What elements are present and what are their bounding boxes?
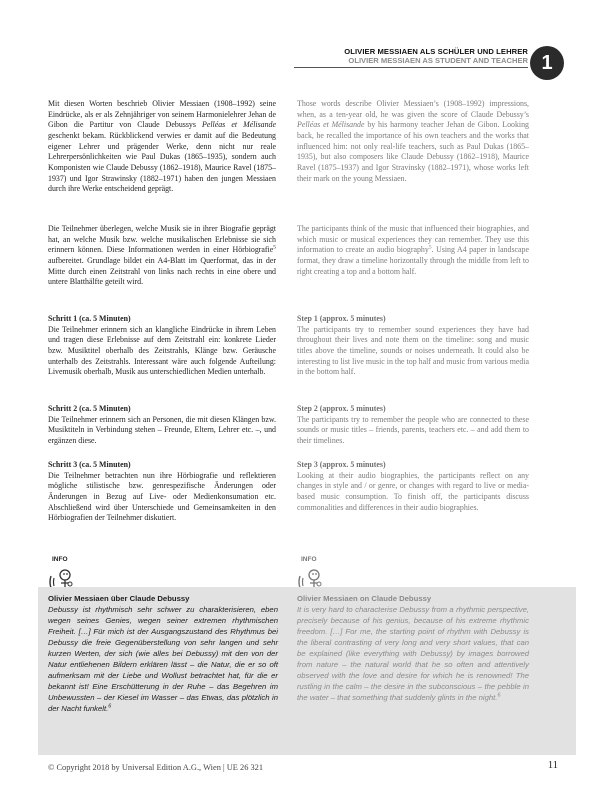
header-title-de: OLIVIER MESSIAEN ALS SCHÜLER UND LEHRER: [344, 47, 528, 56]
intro-paragraph-en: Those words describe Olivier Messiaen’s (1908–1992) impressions, when, as a ten-year old, he was given the score of Claude Debussy’s Pelléas et Mélisande by his harmony teacher Jehan de Gibon. Looking back, he recalled the importance of his own teachers and the works that influenced him: not only real-life teachers, such as Paul Dukas (1865–1935), but also composers like Claude Debussy (1862–1918), Maurice Ravel (1875–1937) and Igor Stravinsky (1882–1971), whose works left their mark on the young Messiaen.: [297, 99, 530, 183]
info-label-en: INFO: [301, 556, 317, 563]
quote-en: [297, 593, 529, 703]
step2-en: [297, 404, 529, 447]
step1-en: [297, 314, 529, 378]
chapter-number-badge: 1: [530, 46, 564, 80]
step1-text-en: The participants try to remember sound experiences they have had throughout their lives and note them on the timeline: song and music titles above the timeline, sounds or noises underneath. It could also be interesting to list live music in the top half and music from various media in the bottom half.: [297, 324, 529, 377]
quote-title-de: Olivier Messiaen über Claude Debussy: [48, 594, 190, 603]
footnote-marker: 5: [273, 244, 276, 251]
step3-en: [297, 460, 529, 513]
quote-de: [48, 593, 278, 714]
step3-text-en: Looking at their audio biographies, the participants reflect on any changes in style and / or genre, or changes with regard to live or media-based music consumption. To finish off, the participants discuss commonalities and differences in their audio biographies.: [297, 470, 529, 512]
header-title-en: OLIVIER MESSIAEN AS STUDENT AND TEACHER: [348, 56, 528, 65]
page-number: 11: [547, 760, 558, 771]
footnote-marker: 5: [428, 244, 432, 251]
step2-de: [48, 404, 276, 447]
quote-box: [38, 587, 576, 755]
step3-title-de: Schritt 3 (ca. 5 Minuten): [48, 460, 131, 469]
footnote-marker: 6: [108, 703, 112, 710]
step2-title-de: Schritt 2 (ca. 5 Minuten): [48, 404, 131, 413]
quote-body-en: It is very hard to characterise Debussy from a rhythmic perspective, precisely because of his genius, because of his extreme rhythmic freedom. […] For me, the starting point of rhythm with Debussy is the liberal contrasting of very long and very short values, that can be explained (like everything with Debussy) by images borrowed from nature – the natural world that he so often and attentively observed with the love and desire for which he is renowned! The rustling in the calm – the desire in the subconscious – the pebble in the water – that something that suddenly glints in the night.$^6$: [297, 605, 529, 702]
quote-title-en: Olivier Messiaen on Claude Debussy: [297, 594, 432, 603]
step1-title-en: Step 1 (approx. 5 minutes): [297, 314, 386, 323]
step2-text-de: Die Teilnehmer erinnern sich an Personen, die mit diesen Klängen bzw. Musiktiteln in Verbindung stehen – Freunde, Eltern, Lehrer etc. –, und ergänzen diese.: [48, 414, 276, 445]
step2-title-en: Step 2 (approx. 5 minutes): [297, 404, 386, 413]
intro-paragraph-de: Mit diesen Worten beschrieb Olivier Messiaen (1908–1992) seine Eindrücke, als er als Zehnjähriger von seinem Harmonielehrer Jehan de Gibon die Partitur von Claude Debussys Pelléas et Mélisande geschenkt bekam. Rückblickend verwies er damit auf die Bedeutung eigener Lehrer und prägender Werke, denn nicht nur reale Lehrerpersönlichkeiten wie Paul Dukas (1865–1935), sondern auch Komponisten wie Claude Debussy (1862–1918), Maurice Ravel (1875–1937) und Igor Strawinsky (1882–1971) haben den jungen Messiaen durch ihre Werke entscheidend geprägt.: [48, 99, 277, 194]
task-paragraph-en: The participants think of the music that influenced their biographies, and which music or musical experiences they can remember. They use this information to create an audio biography$^5$. Using A4 paper in landscape format, they draw a timeline horizontally through the middle from left to right creating a top and a bottom half.: [297, 224, 529, 276]
step1-de: [48, 314, 276, 378]
step3-de: [48, 460, 276, 524]
header-divider: [294, 67, 528, 68]
step2-text-en: The participants try to remember the people who are connected to these sounds or music titles – friends, parents, teachers etc. – and add them to their timelines.: [297, 414, 529, 445]
page-header: [344, 47, 528, 65]
task-paragraph-de: Die Teilnehmer überlegen, welche Musik sie in ihrer Biografie geprägt hat, an welche Musik bzw. welche musikalischen Erlebnisse sie sich erinnern können. Diese Informationen werden in einer Hörbiografie$^5$ aufbereitet. Grundlage bildet ein A4-Blatt im Querformat, das in der Mitte durch einen Zeitstrahl von links nach rechts in eine obere und untere Blatthälfte geteilt wird.: [48, 224, 276, 287]
info-label-de: INFO: [52, 556, 68, 563]
step3-text-de: Die Teilnehmer betrachten nun ihre Hörbiografie und reflektieren mögliche stilistische bzw. genrespezifische Änderungen oder Änderungen in Bezug auf Live- oder Medienkonsumation etc. Abschließend wird über Unterschiede und Gemeinsamkeiten in den Hörbiografien der Teilnehmer diskutiert.: [48, 470, 276, 523]
step1-title-de: Schritt 1 (ca. 5 Minuten): [48, 314, 131, 323]
step1-text-de: Die Teilnehmer erinnern sich an klangliche Eindrücke in ihrem Leben und tragen diese Erlebnisse auf dem Zeitstrahl ein: konkrete Lieder bzw. Musiktitel oberhalb des Zeitstrahls, Klänge bzw. Geräusche unterhalb des Zeitstrahls. Interessant wäre auch folgende Aufteilung: Livemusik oberhalb, Musik aus unterschiedlichen Medien unterhalb.: [48, 324, 276, 377]
copyright-footer: © Copyright 2018 by Universal Edition A.G., Wien | UE 26 321: [48, 763, 264, 772]
footnote-marker: 6: [497, 692, 501, 699]
step3-title-en: Step 3 (approx. 5 minutes): [297, 460, 386, 469]
quote-body-de: Debussy ist rhythmisch sehr schwer zu charakterisieren, eben wegen seines Genies, wegen seiner extremen rhythmischen Freiheit. […] Für mich ist der Ausgangszustand des Rhythmus bei Debussy die freie Gegenüberstellung von sehr langen und sehr kurzen Werten, der sich (wie alles bei Debussy) mit den von der Natur entliehenen Bildern erklären lässt – die Natur, die er so oft aufmerksam mit der Liebe und Wollust betrachtet hat, für die er bekannt ist! Eine Erschütterung in der Ruhe – das Begehren im Unbewussten – der Kiesel im Wasser – das Etwas, das plötzlich in der Nacht funkelt.$^6$: [48, 605, 278, 713]
